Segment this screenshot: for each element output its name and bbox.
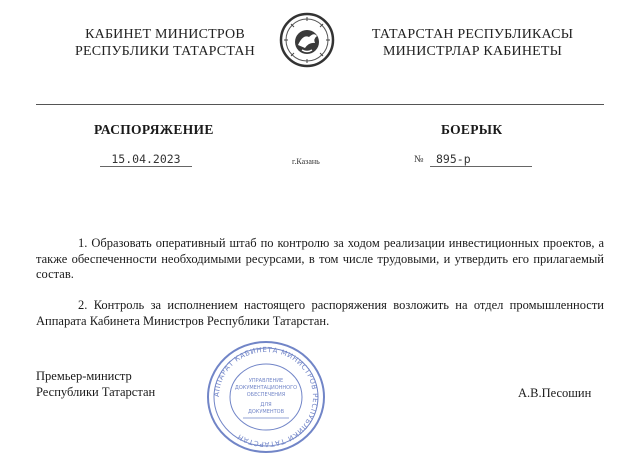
svg-text:УПРАВЛЕНИЕ: УПРАВЛЕНИЕ bbox=[248, 378, 284, 384]
signatory-name: А.В.Песошин bbox=[518, 386, 592, 400]
header-left-line-1: КАБИНЕТ МИНИСТРОВ bbox=[85, 27, 245, 42]
svg-text:ДОКУМЕНТАЦИОННОГО: ДОКУМЕНТАЦИОННОГО bbox=[234, 385, 298, 391]
document-kind-ru: РАСПОРЯЖЕНИЕ bbox=[94, 122, 214, 137]
document-date: 15.04.2023 bbox=[100, 152, 192, 167]
tatarstan-coat-of-arms-icon bbox=[279, 12, 335, 68]
document-number: 895-р bbox=[430, 152, 532, 167]
document-city: г.Казань bbox=[292, 157, 320, 166]
body-paragraph-2: 2. Контроль за исполнением настоящего распоряжения возложить на отдел промышленности Аппарата Кабинета Министров Республики Татарстан. bbox=[36, 298, 604, 328]
signatory-position-line-2: Республики Татарстан bbox=[36, 385, 156, 399]
official-stamp-icon bbox=[203, 338, 329, 456]
body-paragraph-1: 1. Образовать оперативный штаб по контролю за ходом реализации инвестиционных проектов, а также обеспеченности необходимыми ресурсами, в том числе трудовыми, и утвердить его прилагаемый состав. bbox=[36, 236, 604, 281]
signatory-position bbox=[36, 368, 155, 400]
header-right-line-2: МИНИСТРЛАР КАБИНЕТЫ bbox=[382, 44, 563, 59]
svg-text:ДОКУМЕНТОВ: ДОКУМЕНТОВ bbox=[247, 409, 285, 415]
document-number-label: № bbox=[414, 154, 424, 165]
header-divider bbox=[36, 104, 604, 105]
header-left-line-2: РЕСПУБЛИКИ ТАТАРСТАН bbox=[74, 44, 255, 59]
document-kind-tt: БОЕРЫК bbox=[441, 122, 503, 137]
svg-text:ДЛЯ: ДЛЯ bbox=[260, 402, 272, 408]
svg-text:АППАРАТ КАБИНЕТА МИНИСТРОВ РЕС: АППАРАТ КАБИНЕТА МИНИСТРОВ РЕСПУБЛИКИ ТАТАРСТАН bbox=[212, 345, 320, 449]
header-left-title bbox=[40, 26, 290, 60]
signatory-position-line-1: Премьер-министр bbox=[36, 369, 132, 383]
header-right-line-1: ТАТАРСТАН РЕСПУБЛИКАСЫ bbox=[371, 27, 574, 42]
header-right-title bbox=[355, 26, 590, 60]
svg-text:ОБЕСПЕЧЕНИЯ: ОБЕСПЕЧЕНИЯ bbox=[246, 392, 286, 398]
